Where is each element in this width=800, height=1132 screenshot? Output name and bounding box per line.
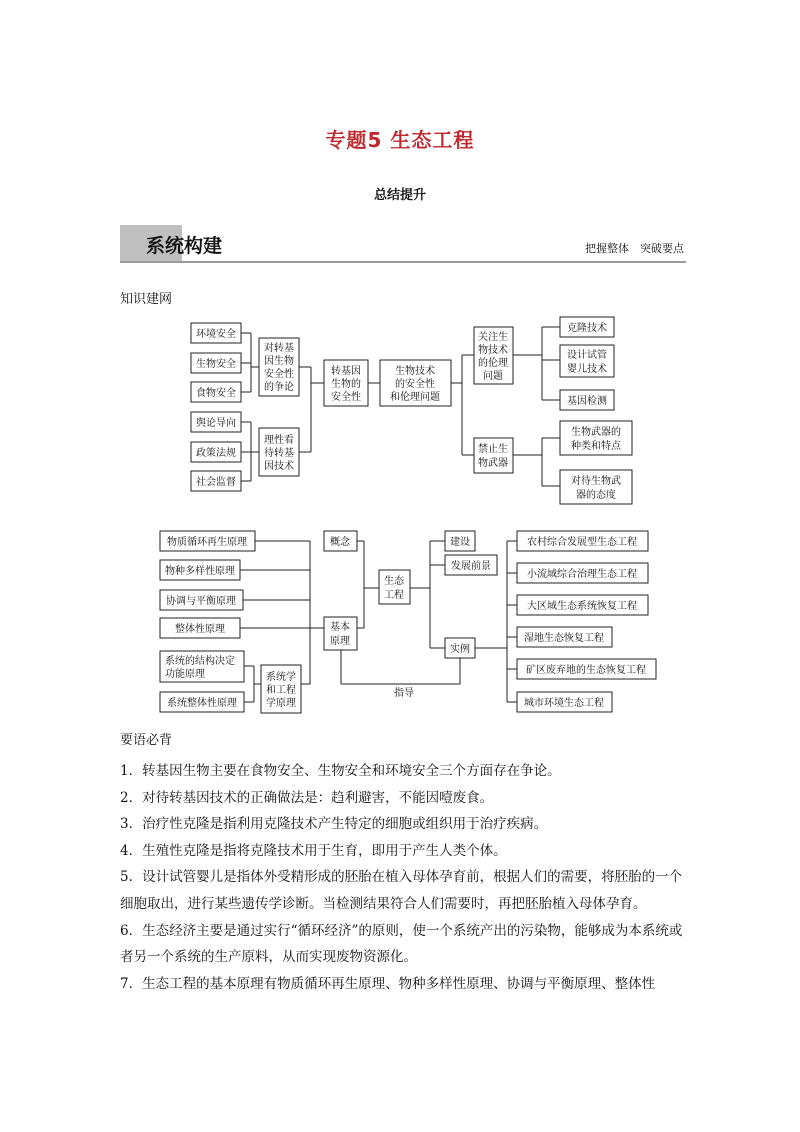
- svg-text:种类和特点: 种类和特点: [571, 441, 621, 452]
- svg-text:生物安全: 生物安全: [196, 359, 236, 370]
- map2-project-box-0: [517, 531, 648, 551]
- svg-text:系统的结构决定: 系统的结构决定: [165, 656, 235, 667]
- svg-text:的安全性: 的安全性: [395, 379, 435, 390]
- svg-text:对转基: 对转基: [264, 343, 294, 354]
- svg-text:克隆技术: 克隆技术: [567, 323, 607, 334]
- svg-text:建设: 建设: [450, 537, 470, 548]
- map2-concept-box: [324, 531, 357, 551]
- svg-text:禁止生: 禁止生: [478, 444, 508, 455]
- svg-text:物质循环再生原理: 物质循环再生原理: [167, 537, 247, 548]
- map1-left-box-1: [191, 353, 241, 373]
- svg-text:社会监督: 社会监督: [196, 477, 236, 488]
- map1-center-box-gmo-safety: [324, 360, 368, 406]
- svg-text:原理: 原理: [330, 636, 350, 647]
- svg-text:舆论导向: 舆论导向: [196, 418, 236, 429]
- map2-prospect-box: [445, 555, 497, 575]
- map1-center-box-biotech-ethics: [380, 360, 451, 406]
- knowledge-label: 知识建网: [120, 292, 173, 307]
- svg-text:婴儿技术: 婴儿技术: [567, 364, 607, 375]
- map2-principle-box-0: [160, 531, 255, 551]
- svg-text:基本: 基本: [330, 622, 350, 633]
- svg-text:城市环境生态工程: 城市环境生态工程: [524, 698, 604, 709]
- map1-left-box-0: [191, 323, 241, 343]
- svg-text:安全性: 安全性: [264, 369, 294, 380]
- svg-text:物武器: 物武器: [478, 458, 508, 469]
- svg-text:工程: 工程: [384, 590, 404, 601]
- svg-text:设计试管: 设计试管: [567, 350, 607, 361]
- map2-project-box-2: [517, 595, 648, 615]
- svg-text:农村综合发展型生态工程: 农村综合发展型生态工程: [527, 537, 637, 548]
- section-tagline: 把握整体 突破要点: [585, 242, 684, 255]
- map2-system-principle-box-0: [160, 651, 244, 682]
- map1-left-box-4: [191, 442, 241, 462]
- map2-principle-box-3: [160, 618, 240, 638]
- map2-guide-label: 指导: [394, 688, 414, 699]
- key-point-6: 6．生态经济主要是通过实行“循环经济”的原则，使一个系统产出的污染物，能够成为本系统或者另一个系统的生产原料，从而实现废物资源化。: [120, 922, 683, 966]
- map1-right-box-cloning: [560, 317, 614, 337]
- map2-example-box: [445, 638, 475, 658]
- key-point-3: 3．治疗性克隆是指利用克隆技术产生特定的细胞或组织用于治疗疾病。: [120, 816, 548, 833]
- svg-text:整体性原理: 整体性原理: [175, 624, 225, 635]
- page-subtitle: 总结提升: [373, 188, 426, 203]
- map1-right-box-weapon-attitude: [560, 470, 632, 504]
- svg-text:关注生: 关注生: [478, 332, 508, 343]
- svg-text:实例: 实例: [450, 644, 470, 655]
- svg-text:理性看: 理性看: [264, 435, 294, 446]
- svg-text:小流域综合治理生态工程: 小流域综合治理生态工程: [527, 569, 637, 580]
- map2-principle-box-1: [160, 560, 240, 580]
- svg-text:矿区废弃地的生态恢复工程: 矿区废弃地的生态恢复工程: [526, 665, 646, 676]
- svg-text:生物的: 生物的: [331, 379, 361, 390]
- map2-project-box-3: [517, 627, 612, 647]
- svg-text:因技术: 因技术: [264, 461, 294, 472]
- page-title: 专题5 生态工程: [325, 128, 475, 152]
- map2-basic-principle-box: [324, 617, 357, 650]
- svg-text:物技术: 物技术: [478, 345, 508, 356]
- svg-text:器的态度: 器的态度: [576, 490, 616, 501]
- map1-left-box-5: [191, 471, 241, 491]
- map1-mid-box-rational: [259, 428, 299, 476]
- svg-text:环境安全: 环境安全: [196, 329, 236, 340]
- svg-text:系统学: 系统学: [266, 672, 296, 683]
- svg-text:概念: 概念: [330, 537, 350, 548]
- svg-text:的伦理: 的伦理: [478, 358, 508, 369]
- map1-right-box-genetic-testing: [560, 390, 614, 410]
- svg-text:生态: 生态: [384, 576, 404, 587]
- map2-principle-box-2: [160, 590, 243, 610]
- svg-text:政策法规: 政策法规: [196, 448, 236, 459]
- map2-construction-box: [445, 531, 475, 551]
- map2-project-box-5: [517, 692, 612, 712]
- svg-text:生物技术: 生物技术: [395, 366, 435, 377]
- key-points: [120, 758, 686, 997]
- map1-mid-box-controversy: [259, 338, 299, 396]
- svg-text:生物武器的: 生物武器的: [571, 427, 621, 438]
- svg-text:对待生物武: 对待生物武: [571, 476, 621, 487]
- key-point-1: 1．转基因生物主要在食物安全、生物安全和环境安全三个方面存在争论。: [120, 763, 561, 779]
- map2-systems-engineering-box: [261, 665, 301, 713]
- svg-text:和伦理问题: 和伦理问题: [390, 392, 440, 403]
- svg-text:安全性: 安全性: [331, 392, 361, 403]
- svg-text:待转基: 待转基: [264, 448, 294, 459]
- key-point-5: 5．设计试管婴儿是指体外受精形成的胚胎在植入母体孕育前，根据人们的需要，将胚胎的一个细胞取出，进行某些遗传学诊断。当检测结果符合人们需要时，再把胚胎植入母体孕育。: [120, 869, 683, 912]
- svg-text:因生物: 因生物: [264, 356, 294, 367]
- svg-text:和工程: 和工程: [266, 685, 296, 696]
- map2-eco-engineering-box: [379, 570, 410, 604]
- map2-project-box-1: [517, 563, 648, 583]
- map1-left-box-3: [191, 412, 241, 432]
- map1-branch-box-bioweapons: [474, 438, 513, 473]
- svg-text:湿地生态恢复工程: 湿地生态恢复工程: [524, 633, 604, 644]
- svg-text:的争论: 的争论: [264, 382, 294, 393]
- svg-text:基因检测: 基因检测: [567, 396, 607, 407]
- svg-text:系统整体性原理: 系统整体性原理: [167, 698, 237, 709]
- map2-system-principle-box-1: [160, 692, 244, 712]
- svg-text:学原理: 学原理: [266, 698, 296, 709]
- summary-label: 要语必背: [120, 733, 173, 748]
- svg-text:食物安全: 食物安全: [196, 388, 236, 399]
- map1-right-box-weapon-types: [560, 421, 632, 455]
- svg-text:发展前景: 发展前景: [451, 561, 491, 572]
- map1-branch-box-ethics: [474, 327, 513, 384]
- svg-text:转基因: 转基因: [331, 366, 361, 377]
- svg-text:协调与平衡原理: 协调与平衡原理: [166, 596, 236, 607]
- section-heading: 系统构建: [146, 235, 223, 257]
- svg-text:物种多样性原理: 物种多样性原理: [165, 566, 235, 577]
- svg-text:大区域生态系统恢复工程: 大区域生态系统恢复工程: [527, 601, 637, 612]
- svg-text:问题: 问题: [483, 371, 503, 382]
- map2-project-box-4: [517, 659, 656, 679]
- svg-text:功能原理: 功能原理: [165, 669, 205, 680]
- key-point-2: 2．对待转基因技术的正确做法是：趋利避害，不能因噎废食。: [120, 789, 494, 806]
- key-point-4: 4．生殖性克隆是指将克隆技术用于生育，即用于产生人类个体。: [120, 842, 507, 859]
- map1-right-box-designer-baby: [560, 345, 614, 377]
- key-point-7: 7．生态工程的基本原理有物质循环再生原理、物种多样性原理、协调与平衡原理、整体性: [120, 975, 656, 992]
- map1-left-box-2: [191, 382, 241, 402]
